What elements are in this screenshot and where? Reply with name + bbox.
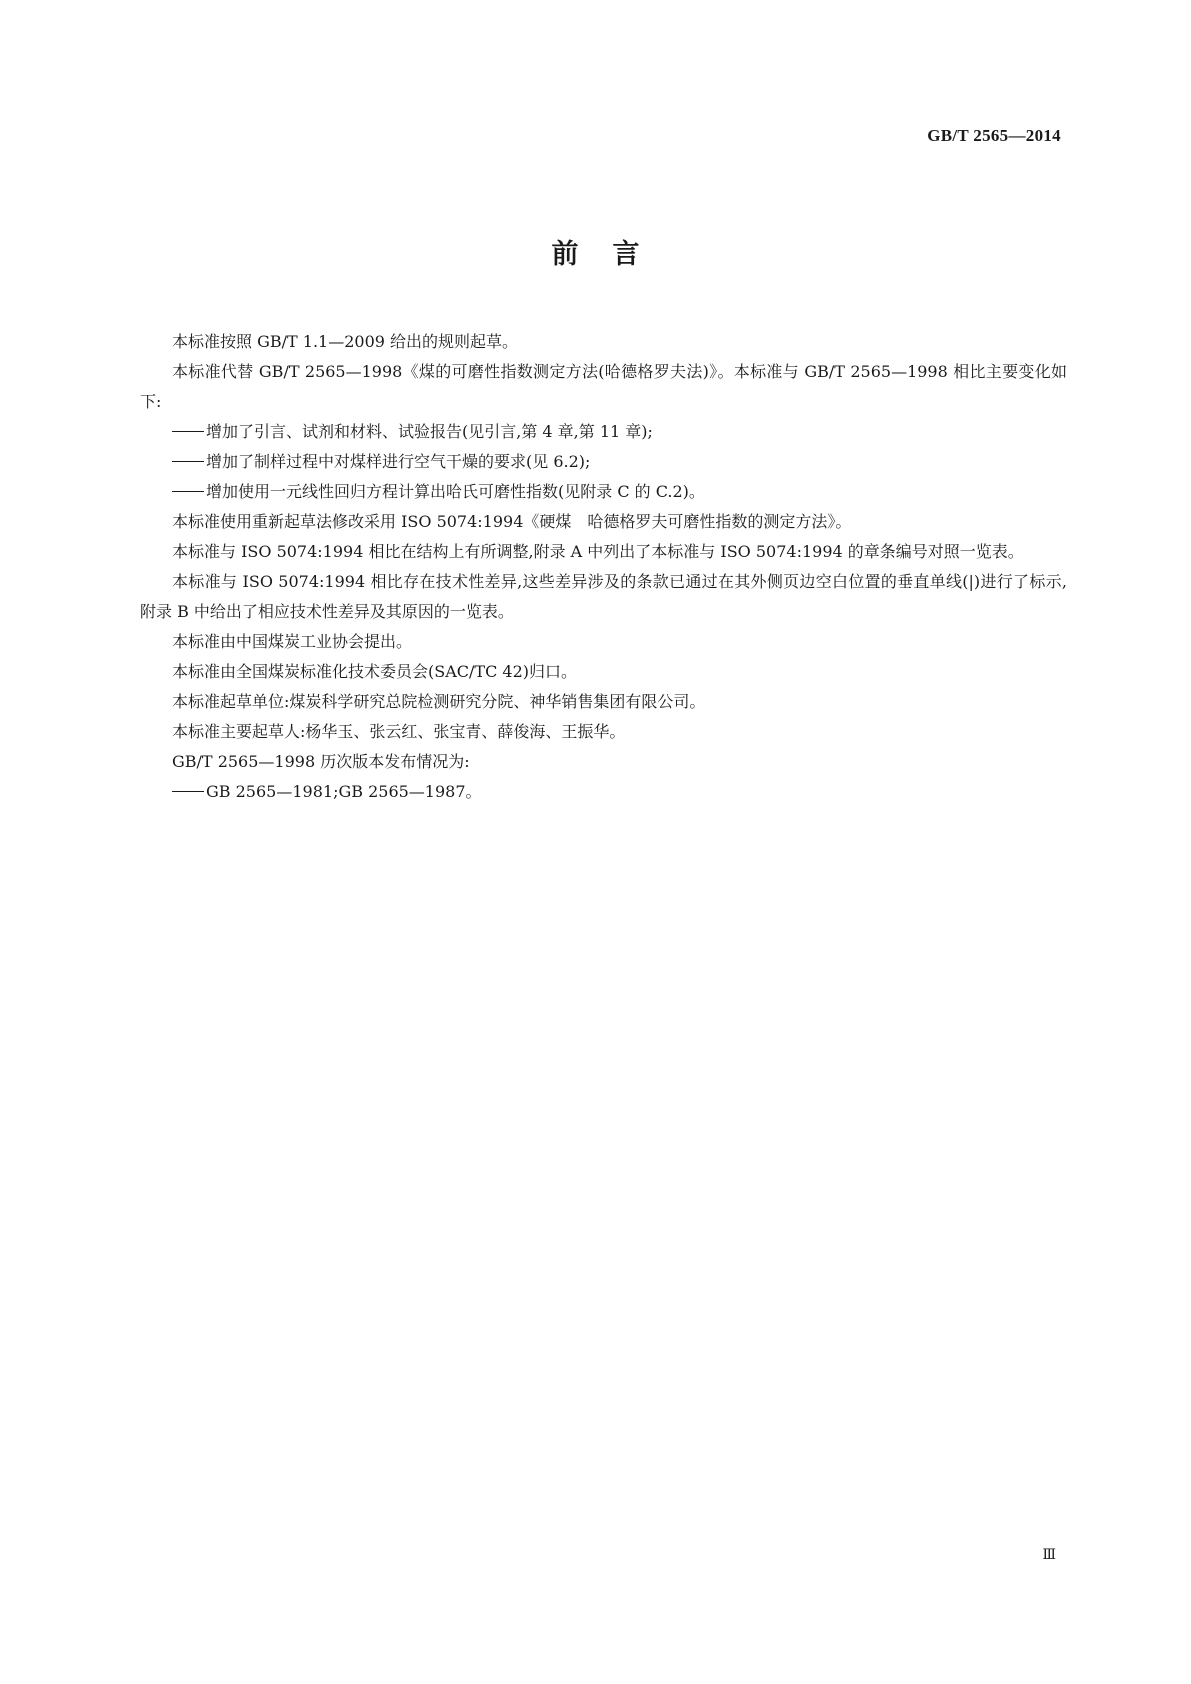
paragraph-drafters: 本标准主要起草人:杨华玉、张云红、张宝青、薛俊海、王振华。 — [172, 722, 626, 741]
document-body — [140, 327, 1067, 807]
list-item-text: 增加使用一元线性回归方程计算出哈氏可磨性指数(见附录 C 的 C.2)。 — [206, 482, 705, 501]
list-item-text: 增加了制样过程中对煤样进行空气干燥的要求(见 6.2); — [206, 452, 591, 471]
paragraph-drafting-units: 本标准起草单位:煤炭科学研究总院检测研究分院、神华销售集团有限公司。 — [172, 692, 706, 711]
list-item — [140, 447, 1067, 477]
paragraph-drafting-rules: 本标准按照 GB/T 1.1—2009 给出的规则起草。 — [172, 332, 519, 351]
standard-number: GB/T 2565—2014 — [927, 126, 1061, 145]
paragraph-proposed-by: 本标准由中国煤炭工业协会提出。 — [172, 632, 413, 651]
dash-marker — [172, 791, 204, 792]
paragraph-administered-by: 本标准由全国煤炭标准化技术委员会(SAC/TC 42)归口。 — [172, 662, 577, 681]
dash-marker — [172, 491, 204, 492]
list-item — [140, 777, 1067, 807]
list-item-text: 增加了引言、试剂和材料、试验报告(见引言,第 4 章,第 11 章); — [206, 422, 653, 441]
page-title: 前言 — [551, 239, 674, 270]
list-item-text: GB 2565—1981;GB 2565—1987。 — [206, 782, 482, 801]
paragraph-history: GB/T 2565—1998 历次版本发布情况为: — [172, 752, 470, 771]
list-item — [140, 477, 1067, 507]
page-number: Ⅲ — [1042, 1548, 1056, 1563]
paragraph-structure: 本标准与 ISO 5074:1994 相比在结构上有所调整,附录 A 中列出了本标准与 ISO 5074:1994 的章条编号对照一览表。 — [172, 542, 1024, 561]
dash-marker — [172, 431, 204, 432]
dash-marker — [172, 461, 204, 462]
paragraph-replaces: 本标准代替 GB/T 2565—1998《煤的可磨性指数测定方法(哈德格罗夫法)》。本标准与 GB/T 2565—1998 相比主要变化如下: — [140, 362, 1067, 411]
paragraph-adoption: 本标准使用重新起草法修改采用 ISO 5074:1994《硬煤 哈德格罗夫可磨性指数的测定方法》。 — [172, 512, 852, 531]
list-item — [140, 417, 1067, 447]
paragraph-technical-differences: 本标准与 ISO 5074:1994 相比存在技术性差异,这些差异涉及的条款已通过在其外侧页边空白位置的垂直单线(|)进行了标示,附录 B 中给出了相应技术性差异及其原因的一览表。 — [140, 572, 1067, 621]
